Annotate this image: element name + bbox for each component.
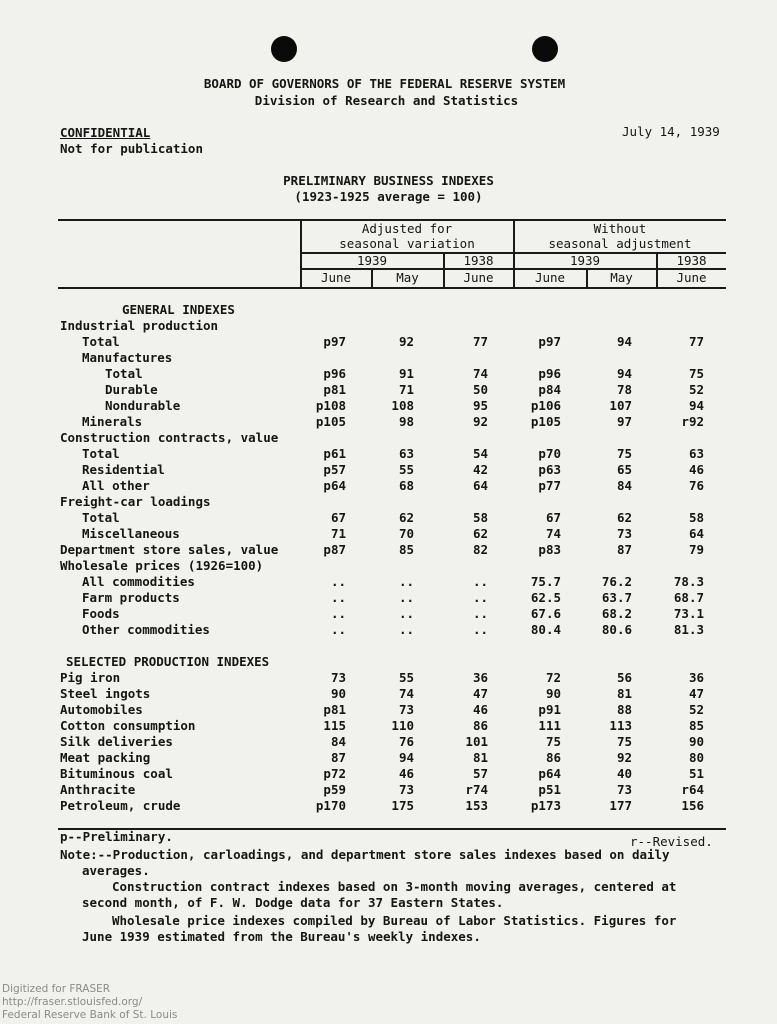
division-heading: Division of Research and Statistics: [254, 93, 519, 108]
value-cell: 113: [609, 718, 632, 733]
table-row: [0, 494, 777, 510]
value-cell: p97: [538, 334, 561, 349]
confidential-label: CONFIDENTIAL: [60, 125, 151, 140]
value-cell: 71: [330, 526, 346, 541]
value-cell: ..: [398, 574, 414, 589]
row-label: Industrial production: [60, 318, 219, 333]
fraser-line-3: Federal Reserve Bank of St. Louis: [2, 1009, 178, 1021]
table-row: [0, 766, 777, 782]
value-cell: p84: [538, 382, 561, 397]
value-cell: ..: [398, 590, 414, 605]
table-row: [0, 798, 777, 814]
value-cell: 42: [472, 462, 488, 477]
row-label: Residential: [82, 462, 165, 477]
value-cell: 36: [472, 670, 488, 685]
value-cell: 110: [391, 718, 414, 733]
value-cell: p51: [538, 782, 561, 797]
value-cell: 80: [688, 750, 704, 765]
month-header: May: [610, 270, 633, 285]
value-cell: ..: [398, 606, 414, 621]
value-cell: 68: [398, 478, 414, 493]
row-label: Total: [82, 446, 120, 461]
value-cell: 56: [616, 670, 632, 685]
value-cell: 74: [472, 366, 488, 381]
value-cell: p72: [323, 766, 346, 781]
value-cell: 62: [472, 526, 488, 541]
value-cell: 94: [616, 366, 632, 381]
value-cell: 77: [688, 334, 704, 349]
value-cell: p59: [323, 782, 346, 797]
value-cell: 74: [545, 526, 561, 541]
note-line: Wholesale price indexes compiled by Bureau of Labor Statistics. Figures for: [112, 913, 677, 928]
without-heading-1: Without: [593, 221, 647, 236]
row-label: Cotton consumption: [60, 718, 196, 733]
value-cell: 84: [616, 478, 632, 493]
revised-legend: r--Revised.: [630, 834, 713, 849]
value-cell: ..: [330, 606, 346, 621]
note-line: June 1939 estimated from the Bureau's weekly indexes.: [82, 929, 481, 944]
value-cell: p64: [538, 766, 561, 781]
value-cell: 63: [398, 446, 414, 461]
value-cell: p91: [538, 702, 561, 717]
month-header: June: [676, 270, 707, 285]
value-cell: 85: [398, 542, 414, 557]
value-cell: 111: [538, 718, 561, 733]
value-cell: 63.7: [601, 590, 632, 605]
row-label: Wholesale prices (1926=100): [60, 558, 264, 573]
value-cell: 80.6: [601, 622, 632, 637]
value-cell: 50: [472, 382, 488, 397]
value-cell: 62: [398, 510, 414, 525]
value-cell: p105: [315, 414, 346, 429]
value-cell: 92: [398, 334, 414, 349]
value-cell: 108: [391, 398, 414, 413]
value-cell: 79: [688, 542, 704, 557]
value-cell: p105: [530, 414, 561, 429]
punch-hole-right: [532, 36, 558, 62]
value-cell: 68.7: [673, 590, 704, 605]
row-label: Total: [105, 366, 143, 381]
row-label: Miscellaneous: [82, 526, 180, 541]
month-header: May: [396, 270, 419, 285]
row-label: Total: [82, 334, 120, 349]
month-header: June: [534, 270, 566, 285]
value-cell: 95: [472, 398, 488, 413]
row-label: Minerals: [82, 414, 143, 429]
value-cell: 54: [472, 446, 488, 461]
table-row: [0, 558, 777, 574]
table-row: [0, 414, 777, 430]
value-cell: 91: [398, 366, 414, 381]
fraser-link[interactable]: http://fraser.stlouisfed.org/: [2, 996, 143, 1008]
table-row: [0, 350, 777, 366]
value-cell: 81: [616, 686, 632, 701]
row-label: SELECTED PRODUCTION INDEXES: [66, 654, 270, 669]
value-cell: 64: [688, 526, 704, 541]
value-cell: 70: [398, 526, 414, 541]
section-heading: [0, 302, 777, 318]
value-cell: p70: [538, 446, 561, 461]
note-line: averages.: [82, 863, 150, 878]
row-label: All other: [82, 478, 150, 493]
value-cell: 67.6: [530, 606, 561, 621]
row-label: Pig iron: [60, 670, 121, 685]
value-cell: 81: [472, 750, 488, 765]
row-label: Manufactures: [82, 350, 173, 365]
value-cell: 87: [616, 542, 632, 557]
value-cell: 84: [330, 734, 346, 749]
value-cell: p77: [538, 478, 561, 493]
table-row: [0, 718, 777, 734]
row-label: Other commodities: [82, 622, 210, 637]
value-cell: 73: [330, 670, 346, 685]
value-cell: 64: [472, 478, 488, 493]
table-row: [0, 622, 777, 638]
value-cell: 177: [609, 798, 632, 813]
table-row: [0, 430, 777, 446]
table-row: [0, 590, 777, 606]
value-cell: 51: [688, 766, 704, 781]
page-subtitle: (1923-1925 average = 100): [294, 189, 483, 204]
value-cell: 63: [688, 446, 704, 461]
value-cell: 115: [323, 718, 346, 733]
value-cell: p81: [323, 382, 346, 397]
value-cell: 175: [391, 798, 414, 813]
value-cell: 85: [688, 718, 704, 733]
value-cell: 81.3: [673, 622, 704, 637]
table-row: [0, 686, 777, 702]
value-cell: 46: [472, 702, 488, 717]
table-row: [0, 398, 777, 414]
table-row: [0, 750, 777, 766]
value-cell: 73: [398, 702, 414, 717]
row-label: Total: [82, 510, 120, 525]
value-cell: p57: [323, 462, 346, 477]
value-cell: ..: [330, 590, 346, 605]
value-cell: p81: [323, 702, 346, 717]
value-cell: 76: [688, 478, 704, 493]
table-header-bottom-rule: [58, 287, 726, 289]
value-cell: 78: [616, 382, 632, 397]
value-cell: 71: [398, 382, 414, 397]
value-cell: 153: [465, 798, 488, 813]
value-cell: 75: [616, 446, 632, 461]
table-row: [0, 606, 777, 622]
value-cell: 94: [398, 750, 414, 765]
row-label: GENERAL INDEXES: [122, 302, 235, 317]
value-cell: r74: [465, 782, 488, 797]
value-cell: 90: [330, 686, 346, 701]
value-cell: p173: [530, 798, 561, 813]
row-label: Steel ingots: [60, 686, 151, 701]
table-row: [0, 510, 777, 526]
value-cell: ..: [472, 574, 488, 589]
value-cell: 92: [472, 414, 488, 429]
note-line: second month, of F. W. Dodge data for 37 Eastern States.: [82, 895, 504, 910]
value-cell: 82: [472, 542, 488, 557]
value-cell: 98: [398, 414, 414, 429]
value-cell: 94: [688, 398, 704, 413]
value-cell: p87: [323, 542, 346, 557]
year-adj-1939: 1939: [356, 253, 388, 268]
page-title: PRELIMINARY BUSINESS INDEXES: [283, 173, 494, 188]
value-cell: 73: [616, 782, 632, 797]
value-cell: 75: [688, 366, 704, 381]
value-cell: 36: [688, 670, 704, 685]
value-cell: 52: [688, 702, 704, 717]
value-cell: 76: [398, 734, 414, 749]
value-cell: 75.7: [530, 574, 561, 589]
value-cell: 67: [545, 510, 561, 525]
value-cell: 62.5: [530, 590, 561, 605]
value-cell: 97: [616, 414, 632, 429]
value-cell: ..: [472, 606, 488, 621]
value-cell: p106: [530, 398, 561, 413]
adjusted-heading-2: seasonal variation: [339, 236, 475, 251]
value-cell: p97: [323, 334, 346, 349]
punch-hole-left: [271, 36, 297, 62]
row-label: Silk deliveries: [60, 734, 173, 749]
value-cell: 78.3: [673, 574, 704, 589]
table-row: [0, 574, 777, 590]
value-cell: 72: [545, 670, 561, 685]
value-cell: p170: [315, 798, 346, 813]
value-cell: 58: [472, 510, 488, 525]
value-cell: ..: [330, 574, 346, 589]
row-label: Bituminous coal: [60, 766, 173, 781]
table-row: [0, 382, 777, 398]
row-label: Meat packing: [60, 750, 151, 765]
value-cell: 94: [616, 334, 632, 349]
row-label: Foods: [82, 606, 120, 621]
year-adj-1938: 1938: [463, 253, 494, 268]
value-cell: 90: [545, 686, 561, 701]
fraser-line-1: Digitized for FRASER: [2, 983, 111, 995]
without-heading-2: seasonal adjustment: [548, 236, 692, 251]
value-cell: 86: [472, 718, 488, 733]
value-cell: p83: [538, 542, 561, 557]
value-cell: 101: [465, 734, 488, 749]
value-cell: 73.1: [673, 606, 704, 621]
table-row: [0, 462, 777, 478]
year-unadj-1939: 1939: [569, 253, 601, 268]
value-cell: ..: [472, 590, 488, 605]
value-cell: p64: [323, 478, 346, 493]
value-cell: 47: [472, 686, 488, 701]
value-cell: 73: [398, 782, 414, 797]
value-cell: p96: [323, 366, 346, 381]
value-cell: 57: [472, 766, 488, 781]
row-label: Automobiles: [60, 702, 143, 717]
value-cell: 55: [398, 670, 414, 685]
table-row: [0, 334, 777, 350]
value-cell: 67: [330, 510, 346, 525]
row-label: Construction contracts, value: [60, 430, 279, 445]
document-date: July 14, 1939: [622, 124, 720, 139]
value-cell: p61: [323, 446, 346, 461]
value-cell: r64: [681, 782, 704, 797]
value-cell: ..: [398, 622, 414, 637]
value-cell: 87: [330, 750, 346, 765]
value-cell: 156: [681, 798, 704, 813]
value-cell: 52: [688, 382, 704, 397]
value-cell: 77: [472, 334, 488, 349]
not-for-publication-label: Not for publication: [60, 141, 203, 156]
value-cell: 68.2: [601, 606, 632, 621]
value-cell: 76.2: [601, 574, 632, 589]
section-heading: [0, 654, 777, 670]
adjusted-heading-1: Adjusted for: [361, 221, 453, 236]
value-cell: 74: [398, 686, 414, 701]
value-cell: ..: [472, 622, 488, 637]
row-label: Petroleum, crude: [60, 798, 181, 813]
value-cell: 75: [545, 734, 561, 749]
table-row: [0, 318, 777, 334]
note-line: Construction contract indexes based on 3-month moving averages, centered at: [112, 879, 677, 894]
month-header: June: [463, 270, 494, 285]
row-label: All commodities: [82, 574, 195, 589]
table-row: [0, 478, 777, 494]
value-cell: ..: [330, 622, 346, 637]
table-row: [0, 670, 777, 686]
org-heading: BOARD OF GOVERNORS OF THE FEDERAL RESERVE SYSTEM: [203, 76, 566, 91]
year-unadj-1938: 1938: [676, 253, 707, 268]
value-cell: 92: [616, 750, 632, 765]
value-cell: 47: [688, 686, 704, 701]
value-cell: 86: [545, 750, 561, 765]
table-row: [0, 542, 777, 558]
value-cell: 55: [398, 462, 414, 477]
row-label: Department store sales, value: [60, 542, 279, 557]
table-row: [0, 734, 777, 750]
value-cell: 65: [616, 462, 632, 477]
table-row: [0, 526, 777, 542]
table-row: [0, 782, 777, 798]
table-row: [0, 446, 777, 462]
row-label: Durable: [105, 382, 158, 397]
row-label: Freight-car loadings: [60, 494, 211, 509]
value-cell: 46: [398, 766, 414, 781]
value-cell: 107: [609, 398, 632, 413]
value-cell: 73: [616, 526, 632, 541]
value-cell: 88: [616, 702, 632, 717]
row-label: Anthracite: [60, 782, 136, 797]
value-cell: p63: [538, 462, 561, 477]
preliminary-legend: p--Preliminary.: [60, 829, 173, 844]
note-line: Note:--Production, carloadings, and department store sales indexes based on daily: [60, 847, 670, 862]
value-cell: r92: [681, 414, 704, 429]
table-row: [0, 366, 777, 382]
value-cell: 90: [688, 734, 704, 749]
month-header: June: [320, 270, 352, 285]
value-cell: 62: [616, 510, 632, 525]
value-cell: 75: [616, 734, 632, 749]
value-cell: p96: [538, 366, 561, 381]
row-label: Farm products: [82, 590, 180, 605]
value-cell: 58: [688, 510, 704, 525]
value-cell: p108: [315, 398, 346, 413]
value-cell: 46: [688, 462, 704, 477]
row-label: Nondurable: [105, 398, 181, 413]
value-cell: 40: [616, 766, 632, 781]
value-cell: 80.4: [530, 622, 561, 637]
table-row: [0, 702, 777, 718]
